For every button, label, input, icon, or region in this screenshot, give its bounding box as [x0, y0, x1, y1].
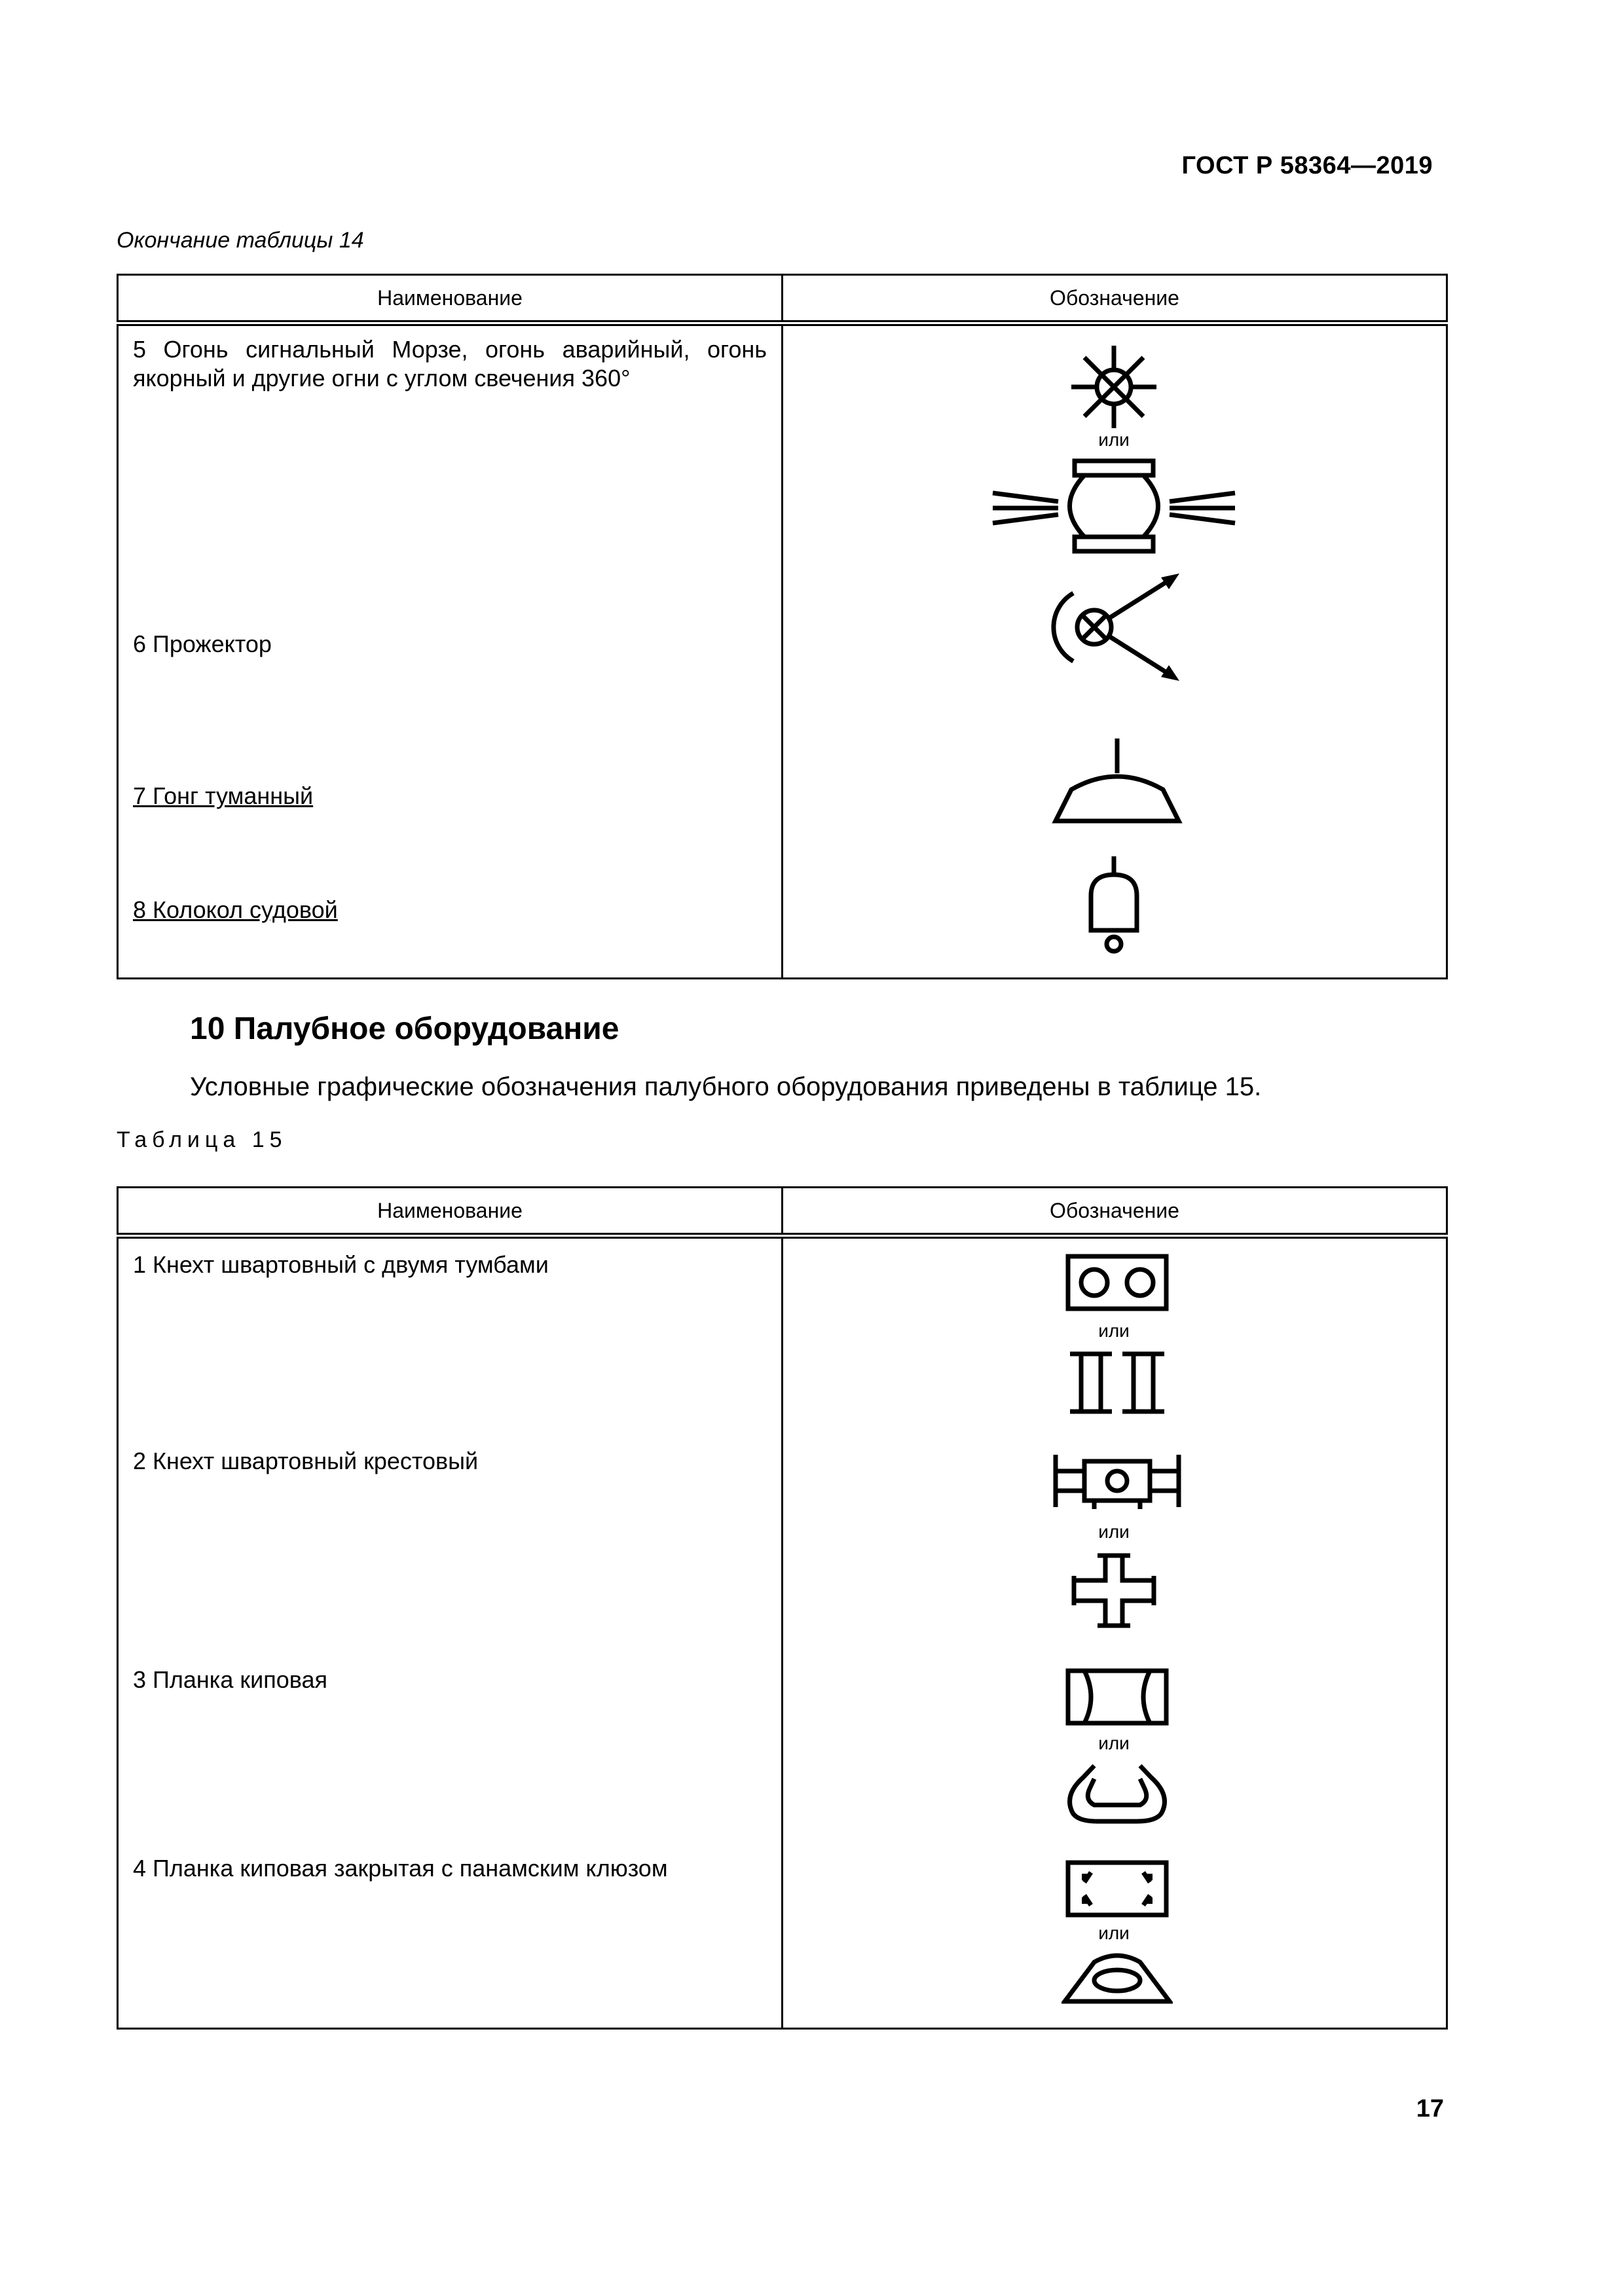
or-label: или	[1098, 429, 1130, 450]
table15-row-3-name: 3 Планка киповая	[133, 1666, 327, 1693]
table-14	[117, 274, 1448, 979]
table14-row-6-name: 6 Прожектор	[133, 630, 272, 657]
page-number: 17	[1416, 2095, 1444, 2123]
table14-header-symbol: Обозначение	[783, 275, 1447, 323]
signal-light-symbol	[1065, 344, 1163, 429]
table14-row-7-name: 7 Гонг туманный	[133, 782, 314, 809]
ship-bell-symbol	[1078, 855, 1150, 960]
table15-caption: Таблица 15	[117, 1127, 287, 1152]
or-label: или	[1098, 1923, 1130, 1943]
table15-row-4-name: 4 Планка киповая закрытая с панамским клюзом	[133, 1855, 668, 1882]
section-title: 10 Палубное оборудование	[190, 1011, 619, 1046]
section-text: Условные графические обозначения палубного оборудования приведены в таблице 15.	[190, 1072, 1262, 1101]
table15-header-symbol: Обозначение	[783, 1188, 1447, 1236]
or-label: или	[1098, 1733, 1130, 1753]
cross-bollard-symbol	[1052, 1451, 1183, 1510]
fog-gong-symbol	[1052, 737, 1183, 829]
or-label: или	[1098, 1522, 1130, 1542]
searchlight-symbol	[1048, 568, 1186, 686]
table14-row-8-name: 8 Колокол судовой	[133, 896, 338, 923]
double-bollard-symbol	[1065, 1253, 1170, 1312]
fairlead-alt-symbol	[1058, 1759, 1176, 1825]
standard-number: ГОСТ Р 58364—2019	[1181, 152, 1433, 179]
table15-row-2-name: 2 Кнехт швартовный крестовый	[133, 1448, 479, 1474]
panama-chock-symbol	[1065, 1859, 1170, 1918]
table14-caption: Окончание таблицы 14	[117, 228, 364, 253]
double-bollard-alt-symbol	[1065, 1350, 1170, 1415]
cross-bollard-alt-symbol	[1071, 1553, 1156, 1628]
table-15	[117, 1186, 1448, 2030]
panama-chock-alt-symbol	[1061, 1949, 1173, 2005]
table15-row-1-name: 1 Кнехт швартовный с двумя тумбами	[133, 1251, 549, 1278]
table15-header-name: Наименование	[118, 1188, 783, 1236]
table14-row-5-name: 5 Огонь сигнальный Морзе, огонь аварийный, огонь якорный и другие огни с углом свечения 360°	[133, 336, 767, 392]
fairlead-symbol	[1065, 1667, 1170, 1726]
table14-header-name: Наименование	[118, 275, 783, 323]
or-label: или	[1098, 1321, 1130, 1341]
signal-light-alt-symbol	[989, 457, 1238, 555]
